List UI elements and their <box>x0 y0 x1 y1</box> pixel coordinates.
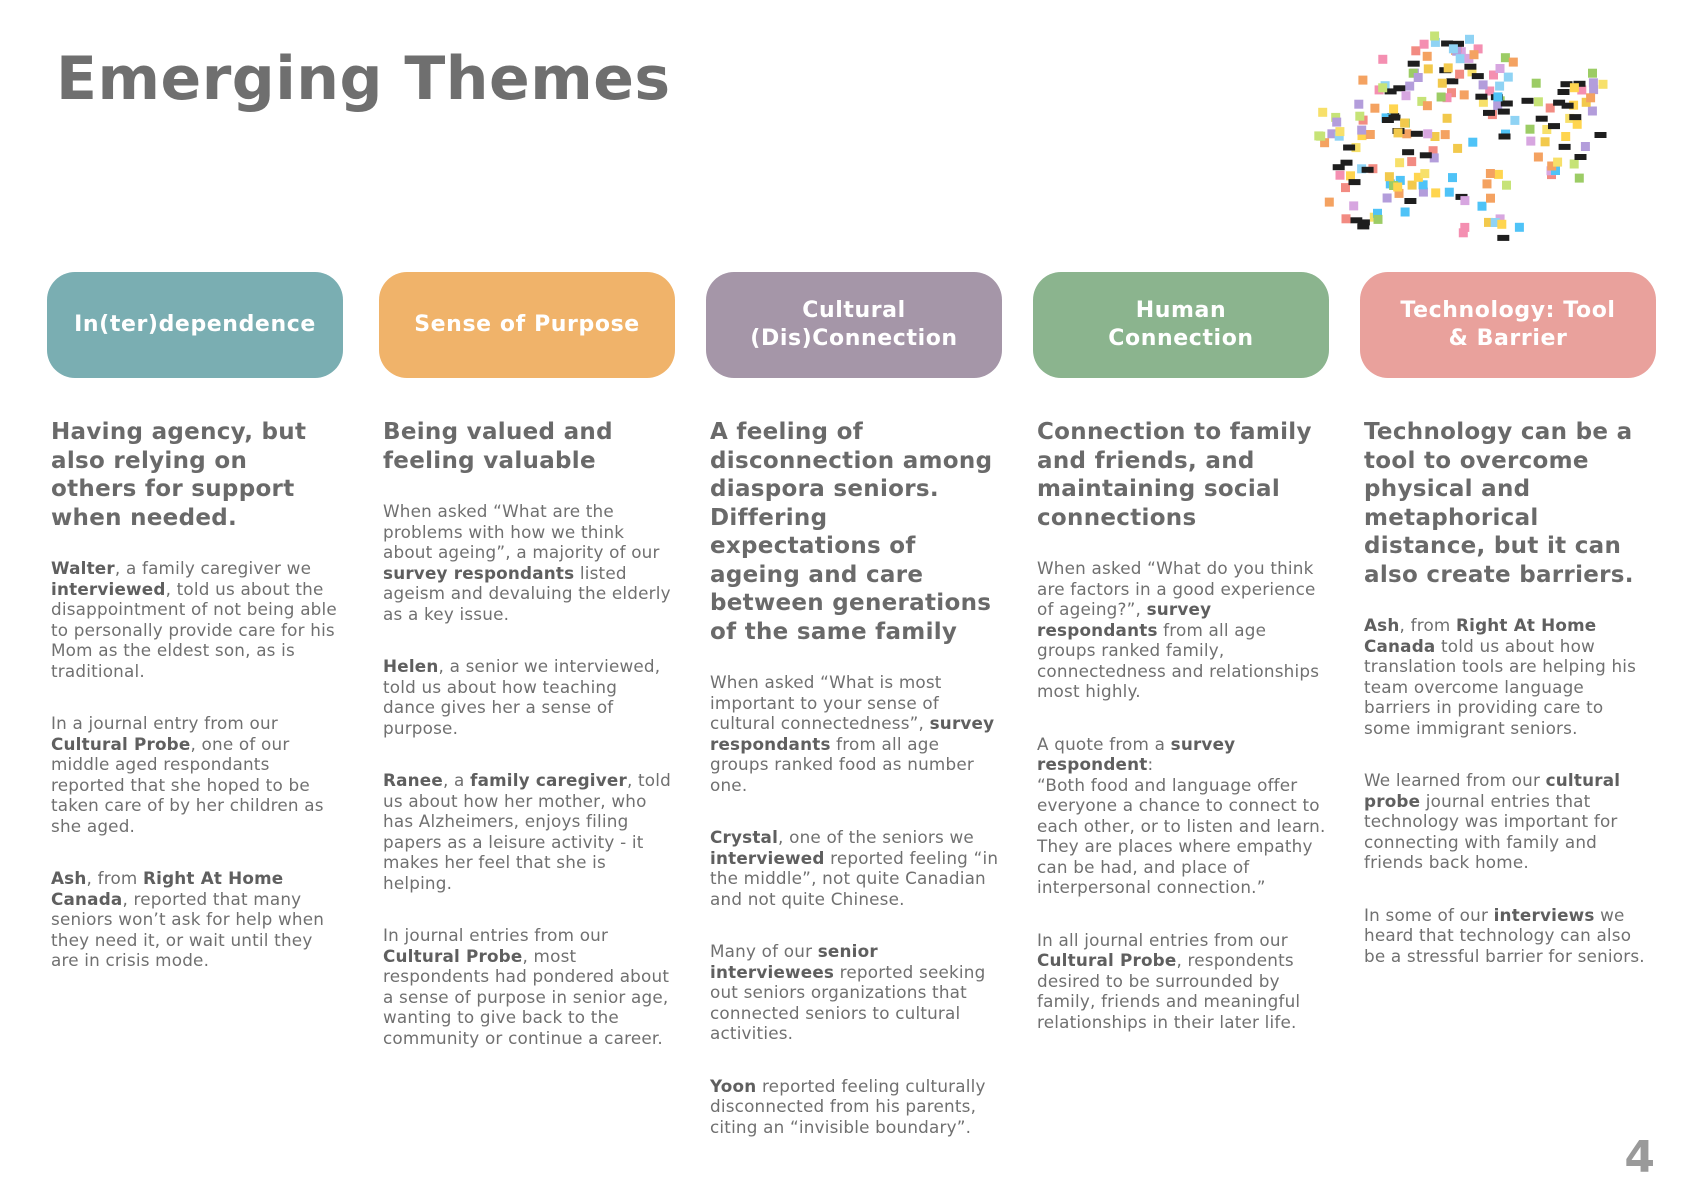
sticky-note <box>1383 194 1392 203</box>
emphasis-text: Ash <box>51 868 87 888</box>
emphasis-text: Yoon <box>710 1075 757 1096</box>
label-note <box>1548 123 1560 129</box>
body-text: : “Both food and language offer everyone a chance to connect to each other, or to listen and learn. They are places where empathy can be had, and place of interpersonal connection.” <box>1037 754 1326 897</box>
sticky-note <box>1378 83 1387 92</box>
label-note <box>1569 114 1581 120</box>
sticky-note <box>1424 64 1433 73</box>
theme-heading-pill: Technology: Tool & Barrier <box>1360 272 1656 378</box>
theme-body <box>47 378 343 971</box>
emphasis-text: Cultural Probe <box>1037 950 1177 970</box>
emphasis-text: survey respondent <box>1037 733 1236 774</box>
label-note <box>1475 94 1487 100</box>
label-note <box>1402 149 1414 155</box>
sticky-note <box>1420 40 1429 49</box>
theme-body <box>379 378 675 1048</box>
label-note <box>1411 131 1423 137</box>
theme-summary: Connection to family and friends, and maintaining social connections <box>1037 419 1312 531</box>
emphasis-text: Helen <box>383 656 439 676</box>
sticky-note <box>1470 50 1479 59</box>
label-note <box>1498 109 1510 115</box>
sticky-note <box>1354 100 1363 109</box>
sticky-note <box>1456 54 1465 63</box>
sticky-note <box>1455 70 1464 79</box>
sticky-note <box>1526 125 1535 134</box>
sticky-note <box>1325 198 1334 207</box>
label-note <box>1522 98 1534 104</box>
sticky-note-board-image <box>1310 28 1650 260</box>
sticky-note <box>1420 169 1429 178</box>
sticky-note <box>1431 188 1440 197</box>
sticky-note <box>1349 201 1358 210</box>
emphasis-text: survey respondants <box>1037 599 1212 640</box>
finding-paragraph <box>1037 734 1327 898</box>
theme-heading-pill: Cultural (Dis)Connection <box>706 272 1002 378</box>
finding-paragraph <box>710 941 1000 1044</box>
body-text: , from <box>1399 615 1456 635</box>
body-text: In a journal entry from our <box>51 713 278 733</box>
body-text: reported feeling culturally disconnected from his parents, citing an “invisible boundary”. <box>710 1075 986 1137</box>
sticky-note <box>1575 174 1584 183</box>
sticky-note <box>1532 79 1541 88</box>
sticky-note <box>1573 120 1582 129</box>
sticky-note <box>1389 104 1398 113</box>
sticky-note <box>1316 132 1325 141</box>
theme-column <box>706 272 1002 1169</box>
body-text: we heard that technology can also be a stressful barrier for seniors. <box>1364 904 1645 966</box>
body-text: , from <box>86 868 143 888</box>
finding-paragraph <box>1364 615 1654 738</box>
sticky-note <box>1460 90 1469 99</box>
sticky-note <box>1405 82 1414 91</box>
sticky-note <box>1515 223 1524 232</box>
sticky-note <box>1459 228 1468 237</box>
emphasis-text: survey respondants <box>383 562 575 583</box>
body-text: In journal entries from our <box>383 925 609 945</box>
emphasis-text: Right At Home Canada <box>1364 615 1597 656</box>
sticky-note <box>1346 171 1355 180</box>
finding-paragraph <box>51 713 341 836</box>
emphasis-text: interviewed <box>51 578 166 599</box>
body-text: reported seeking out seniors organizations that connected seniors to cultural activities. <box>710 961 986 1043</box>
sticky-note <box>1318 108 1327 117</box>
sticky-note <box>1423 129 1432 138</box>
sticky-note <box>1438 79 1447 88</box>
page-number: 4 <box>1624 1132 1655 1183</box>
body-text: , reported that many seniors won’t ask for help when they need it, or wait until they are in crisis mode. <box>51 888 325 970</box>
sticky-note <box>1502 181 1511 190</box>
label-note <box>1472 73 1484 79</box>
sticky-note <box>1570 83 1579 92</box>
sticky-note <box>1483 179 1492 188</box>
sticky-note <box>1449 44 1458 53</box>
emphasis-text: senior interviewees <box>710 941 878 982</box>
emphasis-text: family caregiver <box>470 770 627 790</box>
label-note <box>1333 164 1345 170</box>
theme-summary: A feeling of disconnection among diaspora seniors. Differing expectations of ageing and care between generations of the same family <box>710 419 993 645</box>
label-note <box>1446 78 1458 84</box>
emphasis-text: interviewed <box>710 847 825 868</box>
body-text: , a family caregiver we <box>114 558 312 578</box>
sticky-note <box>1423 101 1432 110</box>
theme-summary: Technology can be a tool to overcome physical and metaphorical distance, but it can also create barriers. <box>1364 419 1634 588</box>
body-text: , told us about how her mother, who has Alzheimers, enjoys filing papers as a leisure activity - it makes her feel that she is helping. <box>383 770 671 893</box>
body-text: from all age groups ranked food as number one. <box>710 733 974 795</box>
sticky-note <box>1443 114 1452 123</box>
sticky-note <box>1501 53 1510 62</box>
sticky-note <box>1393 183 1402 192</box>
sticky-note <box>1366 130 1375 139</box>
finding-paragraph <box>1037 930 1327 1033</box>
sticky-note <box>1509 58 1518 67</box>
label-note <box>1559 144 1571 150</box>
body-text: told us about how translation tools are helping his team overcome language barriers in providing care to some immigrant seniors. <box>1364 635 1637 738</box>
sticky-note <box>1400 119 1409 128</box>
body-text: In some of our <box>1364 904 1494 925</box>
sticky-note <box>1497 220 1506 229</box>
emphasis-text: Cultural Probe <box>383 945 523 966</box>
sticky-note <box>1460 196 1469 205</box>
label-note <box>1464 64 1476 70</box>
label-note <box>1358 219 1370 225</box>
sticky-note <box>1448 173 1457 182</box>
sticky-note <box>1479 80 1488 89</box>
theme-column <box>1360 272 1656 998</box>
body-text: journal entries that technology was important for connecting with family and friends back home. <box>1364 790 1618 872</box>
sticky-note <box>1478 202 1487 211</box>
sticky-note <box>1493 92 1502 101</box>
theme-body <box>706 378 1002 1137</box>
theme-heading-pill: Sense of Purpose <box>379 272 675 378</box>
finding-paragraph <box>710 827 1000 909</box>
body-text: , a senior we interviewed, told us about how teaching dance gives her a sense of purpose. <box>383 656 661 738</box>
sticky-note <box>1504 73 1513 82</box>
sticky-note <box>1342 214 1351 223</box>
sticky-note <box>1423 52 1432 61</box>
label-note <box>1349 179 1361 185</box>
body-text: When asked “What are the problems with how we think about ageing”, a majority of our <box>383 501 660 562</box>
sticky-note <box>1357 126 1366 135</box>
sticky-note <box>1553 158 1562 167</box>
theme-column <box>47 272 343 1003</box>
sticky-note <box>1541 137 1550 146</box>
body-text: , respondents desired to be surrounded by family, friends and meaningful relationships in their later life. <box>1037 950 1301 1032</box>
body-text: , told us about the disappointment of not being able to personally provide care for his Mom as the eldest son, as is traditional. <box>51 578 337 681</box>
body-text: reported feeling “in the middle”, not quite Canadian and not quite Chinese. <box>710 847 999 909</box>
sticky-note <box>1486 194 1495 203</box>
emphasis-text: Walter <box>51 558 115 578</box>
body-text: listed ageism and devaluing the elderly as a key issue. <box>383 562 671 624</box>
finding-paragraph <box>1364 770 1654 873</box>
sticky-note <box>1494 170 1503 179</box>
label-note <box>1389 115 1401 121</box>
body-text: A quote from a <box>1037 733 1171 754</box>
sticky-note <box>1496 64 1505 73</box>
label-note <box>1595 132 1607 138</box>
sticky-note <box>1402 91 1411 100</box>
label-note <box>1420 152 1432 158</box>
sticky-note <box>1401 208 1410 217</box>
label-note <box>1499 134 1511 140</box>
theme-body <box>1033 378 1329 1032</box>
sticky-note <box>1430 32 1439 41</box>
body-text: We learned from our <box>1364 770 1546 790</box>
emphasis-text: Ranee <box>383 770 443 790</box>
sticky-note <box>1437 93 1446 102</box>
sticky-note <box>1374 215 1383 224</box>
emphasis-text: cultural probe <box>1364 770 1621 811</box>
label-note <box>1497 235 1509 241</box>
emphasis-text: interviews <box>1493 904 1595 925</box>
body-text: from all age groups ranked family, connectedness and relationships most highly. <box>1037 619 1320 701</box>
finding-paragraph <box>51 868 341 971</box>
label-note <box>1343 145 1355 151</box>
sticky-note <box>1407 157 1416 166</box>
page-title: Emerging Themes <box>56 44 671 114</box>
sticky-note <box>1395 158 1404 167</box>
sticky-note <box>1332 118 1341 127</box>
theme-column <box>379 272 675 1080</box>
finding-paragraph <box>1364 905 1654 967</box>
emphasis-text: Crystal <box>710 827 779 847</box>
theme-column <box>1033 272 1329 1064</box>
sticky-note <box>1444 63 1453 72</box>
finding-paragraph <box>51 558 341 681</box>
label-note <box>1553 100 1565 106</box>
body-text: , one of the seniors we <box>778 827 974 847</box>
sticky-note <box>1336 171 1345 180</box>
body-text: When asked “What is most important to your sense of cultural connectedness”, <box>710 672 942 733</box>
sticky-note <box>1588 107 1597 116</box>
finding-paragraph <box>710 672 1000 795</box>
body-text: , a <box>442 770 471 790</box>
label-note <box>1483 110 1495 116</box>
sticky-note <box>1378 55 1387 64</box>
sticky-note <box>1385 172 1394 181</box>
sticky-note <box>1453 144 1462 153</box>
sticky-note <box>1335 127 1344 136</box>
theme-body <box>1360 378 1656 966</box>
sticky-note <box>1526 137 1535 146</box>
finding-paragraph <box>1037 558 1327 702</box>
label-note <box>1558 89 1570 95</box>
body-text: Many of our <box>710 941 818 961</box>
label-note <box>1501 101 1513 107</box>
sticky-note <box>1510 116 1519 125</box>
theme-summary: Being valued and feeling valuable <box>383 419 613 474</box>
emphasis-text: Ash <box>1364 615 1400 635</box>
finding-paragraph <box>710 1076 1000 1138</box>
sticky-note <box>1411 46 1420 55</box>
sticky-note <box>1589 85 1598 94</box>
label-note <box>1536 116 1548 122</box>
sticky-note <box>1355 112 1364 121</box>
sticky-note <box>1465 35 1474 44</box>
theme-heading-pill: Human Connection <box>1033 272 1329 378</box>
finding-paragraph <box>383 501 673 624</box>
sticky-note <box>1468 138 1477 147</box>
finding-paragraph <box>383 770 673 893</box>
body-text: In all journal entries from our <box>1037 929 1288 950</box>
sticky-note <box>1486 169 1495 178</box>
sticky-note <box>1495 82 1504 91</box>
sticky-note <box>1534 97 1543 106</box>
theme-summary: Having agency, but also relying on others for support when needed. <box>51 419 307 531</box>
sticky-note <box>1570 160 1579 169</box>
sticky-note <box>1581 142 1590 151</box>
body-text: , most respondents had pondered about a sense of purpose in senior age, wanting to give back to the community or continue a career. <box>383 945 670 1048</box>
sticky-note <box>1358 76 1367 85</box>
body-text: When asked “What do you think are factors in a good experience of ageing?”, <box>1037 558 1316 619</box>
sticky-note <box>1534 153 1543 162</box>
finding-paragraph <box>383 656 673 738</box>
emphasis-text: Right At Home Canada <box>51 868 284 909</box>
sticky-note <box>1370 104 1379 113</box>
sticky-note <box>1408 181 1417 190</box>
sticky-note <box>1394 128 1403 137</box>
sticky-note <box>1588 69 1597 78</box>
finding-paragraph <box>383 925 673 1048</box>
label-note <box>1575 154 1587 160</box>
sticky-note <box>1586 93 1595 102</box>
label-note <box>1408 61 1420 67</box>
emphasis-text: Cultural Probe <box>51 733 191 754</box>
sticky-note <box>1414 73 1423 82</box>
label-note <box>1393 85 1405 91</box>
sticky-note <box>1599 80 1608 89</box>
sticky-note <box>1445 188 1454 197</box>
theme-heading-pill: In(ter)dependence <box>47 272 343 378</box>
body-text: , one of our middle aged respondants reported that she hoped to be taken care of by her children as she aged. <box>51 733 324 836</box>
emphasis-text: survey respondants <box>710 713 995 754</box>
label-note <box>1404 198 1416 204</box>
sticky-note <box>1441 130 1450 139</box>
label-note <box>1362 167 1374 173</box>
sticky-note <box>1561 132 1570 141</box>
